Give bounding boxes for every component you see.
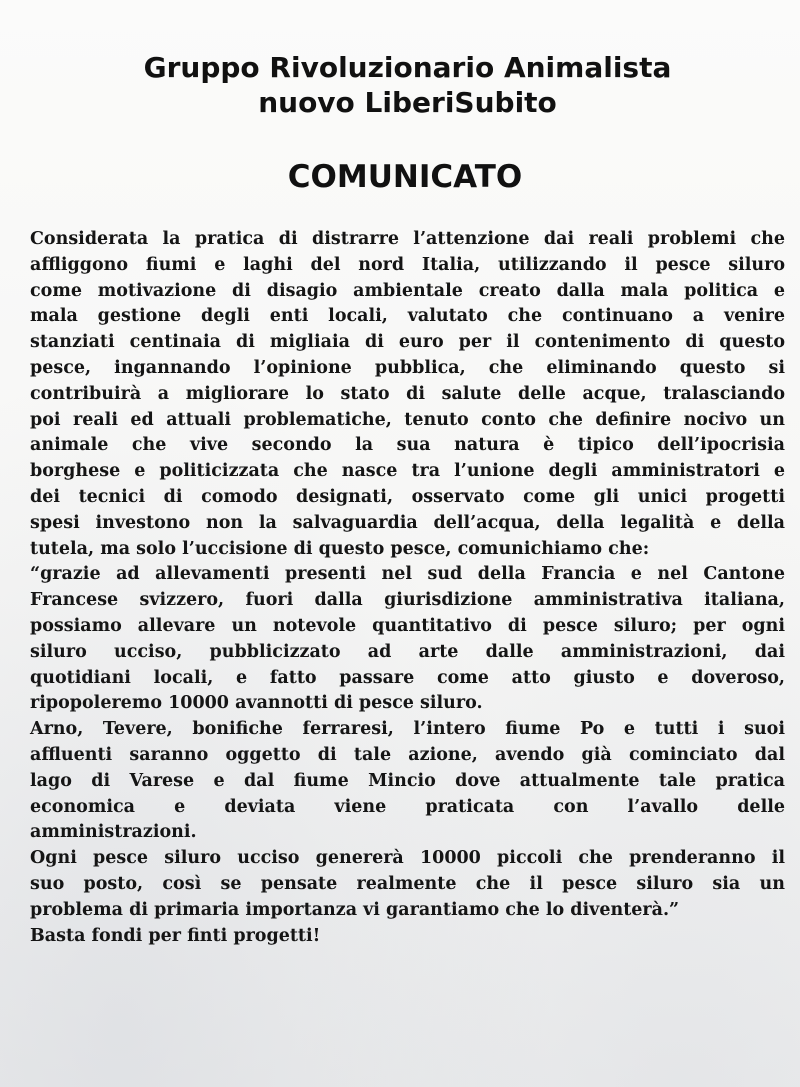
group-name: Gruppo Rivoluzionario Animalista xyxy=(143,51,672,84)
body-line: lago di Varese e dal fiume Mincio dove attualmente tale pratica xyxy=(30,770,785,791)
body-line: quotidiani locali, e fatto passare come atto giusto e doveroso, xyxy=(30,667,785,688)
body-line: suo posto, così se pensate realmente che il pesce siluro sia un xyxy=(30,873,785,894)
body-line: affluenti saranno oggetto di tale azione, avendo già cominciato dal xyxy=(30,744,785,765)
body-line: stanziati centinaia di migliaia di euro per il contenimento di questo xyxy=(30,332,785,353)
body-line: Basta fondi per finti progetti! xyxy=(30,925,321,946)
body-line: pesce, ingannando l’opinione pubblica, che eliminando questo si xyxy=(30,357,785,378)
body-line: Francese svizzero, fuori dalla giurisdizione amministrativa italiana, xyxy=(30,590,785,611)
body-line: problema di primaria importanza vi garantiamo che lo diventerà.” xyxy=(30,899,680,920)
body-line: dei tecnici di comodo designati, osservato come gli unici progetti xyxy=(30,486,785,507)
body-line: “grazie ad allevamenti presenti nel sud della Francia e nel Cantone xyxy=(30,564,785,585)
group-subtitle: nuovo LiberiSubito xyxy=(258,86,557,119)
body-line: Considerata la pratica di distrarre l’attenzione dai reali problemi che xyxy=(30,229,785,249)
body-line: Arno, Tevere, bonifiche ferraresi, l’intero fiume Po e tutti i suoi xyxy=(30,719,785,740)
body-line: ripopoleremo 10000 avannotti di pesce siluro. xyxy=(30,693,483,714)
body-line: borghese e politicizzata che nasce tra l’unione degli amministratori e xyxy=(30,461,785,482)
body-line: tutela, ma solo l’uccisione di questo pesce, comunichiamo che: xyxy=(30,538,650,559)
body-line: contribuirà a migliorare lo stato di salute delle acque, tralasciando xyxy=(30,383,785,404)
body-line: siluro ucciso, pubblicizzato ad arte dalle amministrazioni, dai xyxy=(30,641,785,662)
body-line: possiamo allevare un notevole quantitativo di pesce siluro; per ogni xyxy=(30,615,785,636)
communique-body xyxy=(30,227,785,949)
body-line: come motivazione di disagio ambientale creato dalla mala politica e xyxy=(30,280,785,301)
body-line: affliggono fiumi e laghi del nord Italia, utilizzando il pesce siluro xyxy=(30,254,785,275)
body-line: mala gestione degli enti locali, valutato che continuano a venire xyxy=(30,306,785,327)
letterhead xyxy=(15,50,800,120)
body-line: Ogni pesce siluro ucciso genererà 10000 piccoli che prenderanno il xyxy=(30,848,785,869)
body-line: spesi investono non la salvaguardia dell’acqua, della legalità e della xyxy=(30,512,785,533)
body-line: amministrazioni. xyxy=(30,822,197,843)
communique-title: COMUNICATO xyxy=(287,159,523,195)
body-line: poi reali ed attuali problematiche, tenuto conto che definire nocivo un xyxy=(30,409,785,430)
body-line: animale che vive secondo la sua natura è tipico dell’ipocrisia xyxy=(30,435,785,456)
body-line: economica e deviata viene praticata con l’avallo delle xyxy=(30,796,785,817)
